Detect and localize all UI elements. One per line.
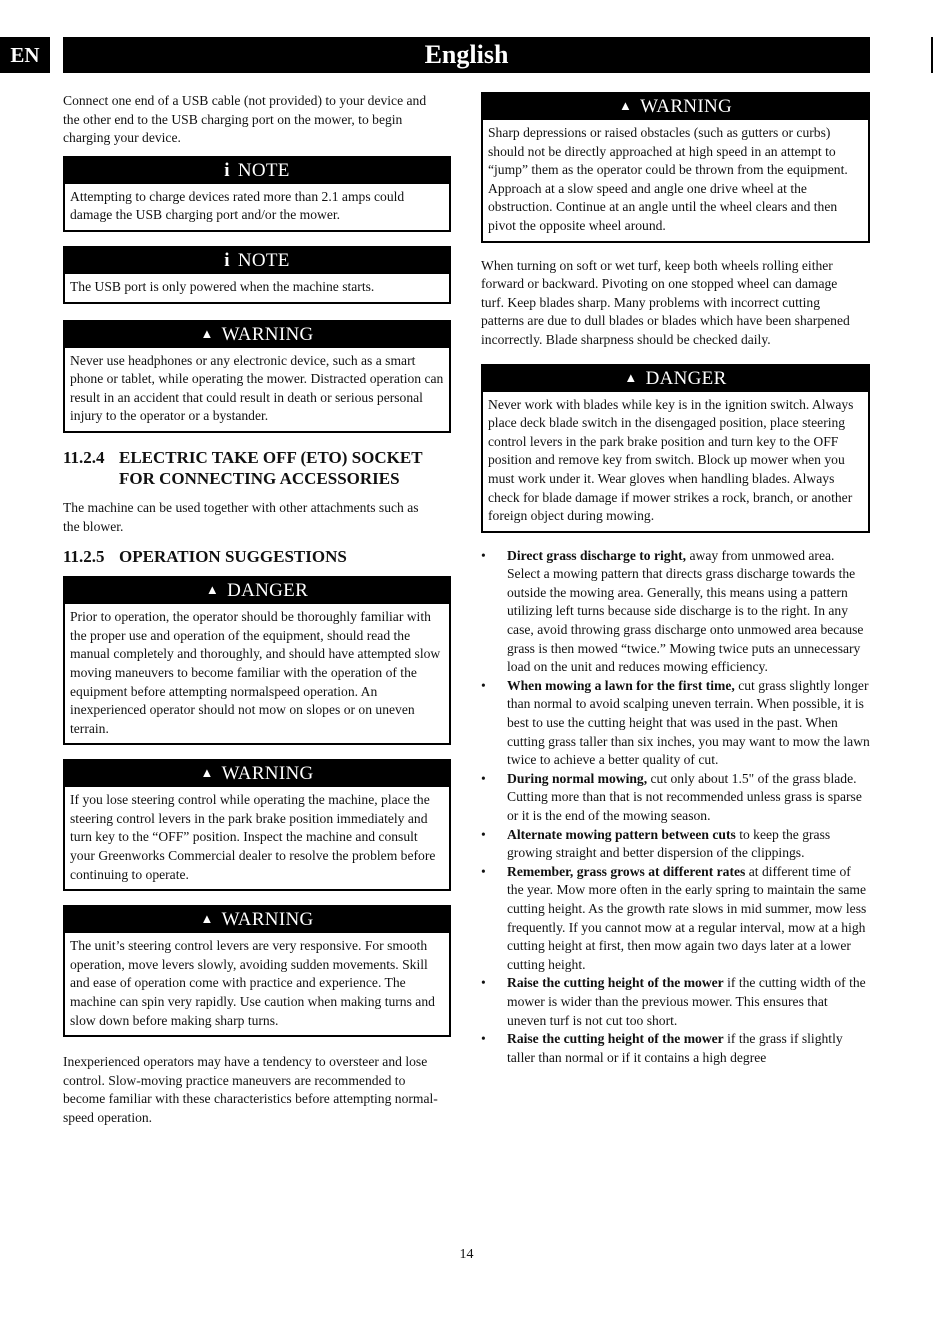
bullet-icon: • [481,863,486,879]
warning-label: WARNING [221,909,314,931]
warning-triangle-icon: ▲ [200,325,214,341]
warning-header [483,94,868,120]
turf-text: When turning on soft or wet turf, keep both wheels rolling either forward or backward. Pivoting on one stopped wheel can damage turf. Keep blades sharp. Many problems with incorrect cutting patterns are due to dull blades or blades which have been sharpened incorrectly. Blade sharpness should be checked daily. [481,257,850,347]
tip-lead: Raise the cutting height of the mower [507,1031,724,1047]
warning-text: If you lose steering control while operating the machine, place the steering control levers in the park brake position immediately and turn key to the “OFF” position. Inspect the machine and consult your Greenworks Commercial dealer to resolve the problem before continuing to operate. [70,792,436,882]
list-item [481,863,870,975]
tip-text: if the cutting width of the mower is wider than the previous mower. This ensures that uneven turf is not cut too short. [507,975,866,1028]
list-item [481,974,870,1030]
warning-label: WARNING [640,96,732,117]
eto-text: The machine can be used together with other attachments such as the blower. [63,499,419,534]
info-icon: i [224,249,230,271]
tip-text: cut only about 1.5" of the grass blade. Cutting more than that is not recommended unless grass is sparse or it is the end of the mowing season. [507,770,862,823]
warning-box-levers [63,905,451,1037]
section-title: ELECTRIC TAKE OFF (ETO) SOCKET FOR CONNECTING ACCESSORIES [119,447,423,488]
section-number: 11.2.4 [63,447,105,467]
list-item [481,1030,870,1067]
info-icon: i [224,159,230,181]
warning-label: WARNING [221,763,314,785]
tip-text: if the grass if slightly taller than normal or if it contains a high degree [507,1031,843,1065]
danger-label: DANGER [227,580,309,602]
warning-triangle-icon: ▲ [200,911,214,927]
section-heading-eto [63,447,451,489]
list-item [481,826,870,863]
warning-triangle-icon: ▲ [624,369,638,385]
left-column [63,92,451,1128]
warning-header [65,761,449,787]
tip-lead: During normal mowing, [507,770,648,786]
danger-box-blades [481,364,870,533]
bullet-icon: • [481,547,486,563]
page-title: English [424,40,509,69]
list-item [481,547,870,677]
tip-text: to keep the grass growing straight and better dispersion of the clippings. [507,826,831,861]
warning-box-headphones [63,320,451,433]
tip-lead: When mowing a lawn for the first time, [507,677,735,693]
warning-box-obstacles [481,92,870,243]
section-number: 11.2.5 [63,547,105,567]
warning-header [65,907,449,933]
warning-label: WARNING [221,323,314,345]
list-item [481,677,870,770]
tip-lead: Direct grass discharge to right, [507,547,687,563]
list-item [481,770,870,826]
bullet-icon: • [481,975,486,991]
danger-text: Never work with blades while key is in the ignition switch. Always place deck blade switch in the disengaged position, place steering control levers in the park brake position and turn key to the OFF position and remove key from switch. Block up mower when you must work under it. Wear gloves when handling blades. Always check for blade damage if mower strikes a rock, branch, or another foreign object during mowing. [488,396,854,524]
warning-text: The unit’s steering control levers are very responsive. For smooth operation, move levers slowly, avoiding sudden movements. Skill and ease of operation come with practice and experience. The machine can spin very rapidly. Use caution when making turns and slow down before making sharp turns. [70,938,435,1028]
warning-box-steering [63,759,451,891]
bullet-icon: • [481,1031,486,1047]
section-heading-operation [63,546,451,567]
language-code: EN [10,42,40,67]
note-text: The USB port is only powered when the machine starts. [70,278,375,294]
tip-text: away from unmowed area. Select a mowing pattern that directs grass discharge towards the outside the mowing area. Generally, this means using a pattern utilizing left turns because side discharge is to the right. In any case, avoid throwing grass discharge onto unmowed area because grass is then mowed “twice.” Mowing twice puts an unnecessary load on the unit and reduces mowing efficiency. [507,547,864,675]
tip-text: cut grass slightly longer than normal to avoid scalping uneven terrain. When possible, it is best to use the cutting height that was used in the past. When cutting grass taller than six inches, you may want to mow the lawn twice to achieve a better quality of cut. [507,677,870,768]
warning-text: Never use headphones or any electronic device, such as a smart phone or tablet, while operating the mower. Distracted operation can result in an accident that could result in death or serious personal injury to the operator or a bystander. [70,352,444,424]
danger-text: Prior to operation, the operator should be thoroughly familiar with the proper use and operation of the equipment, should read the manual completely and thoroughly, and should have attempted slow moving maneuvers to become familiar with the operation of the equipment before attempting normalspeed operation. An inexperienced operator should not mow on slopes or on uneven terrain. [70,609,441,736]
note-label: NOTE [237,159,290,181]
danger-box-familiarity [63,576,451,745]
warning-text: Sharp depressions or raised obstacles (such as gutters or curbs) should not be directly approached at high speed in an attempt to “jump” them as the operator could be thrown from the equipment. Approach at a slow speed and angle one drive wheel at the obstruction. Continue at an angle until the wheel clears and then pivot the opposite wheel around. [488,125,848,233]
tip-lead: Remember, grass grows at different rates [507,863,746,879]
warning-triangle-icon: ▲ [200,765,214,781]
bullet-icon: • [481,826,486,842]
warning-triangle-icon: ▲ [205,582,220,598]
warning-header [65,322,449,348]
section-title: OPERATION SUGGESTIONS [119,547,347,567]
tip-lead: Alternate mowing pattern between cuts [507,826,736,842]
page-header [63,37,870,73]
tip-lead: Raise the cutting height of the mower [507,975,724,991]
bullet-icon: • [481,770,486,786]
right-column [481,92,870,1067]
tip-text: at different time of the year. Mow more often in the early spring to maintain the same cutting height. As the growth rate slows in mid summer, mow less frequently. If you cannot mow at a regular interval, mow at a high cutting height at first, then mow again two days later at a lower cutting height. [507,863,867,972]
note-text: Attempting to charge devices rated more than 2.1 amps could damage the USB charging port and/or the mower. [70,188,405,223]
page-number: 14 [459,1247,474,1262]
danger-label: DANGER [645,367,727,389]
mowing-tips-list [481,547,870,1068]
note-header [65,248,449,274]
note-label: NOTE [237,249,290,271]
danger-header [65,578,449,604]
note-header [65,158,449,184]
outro-text: Inexperienced operators may have a tendency to oversteer and lose control. Slow-moving practice maneuvers are recommended to become familiar with these characteristics before attempting normal-speed operation. [63,1054,438,1125]
language-tab [0,37,50,73]
warning-triangle-icon: ▲ [619,98,633,113]
note-box-charge [63,156,451,232]
usb-intro-text: Connect one end of a USB cable (not provided) to your device and the other end to the USB charging port on the mower, to begin charging your device. [63,93,427,146]
danger-header [483,366,868,392]
note-box-usb [63,246,451,304]
bullet-icon: • [481,677,486,693]
